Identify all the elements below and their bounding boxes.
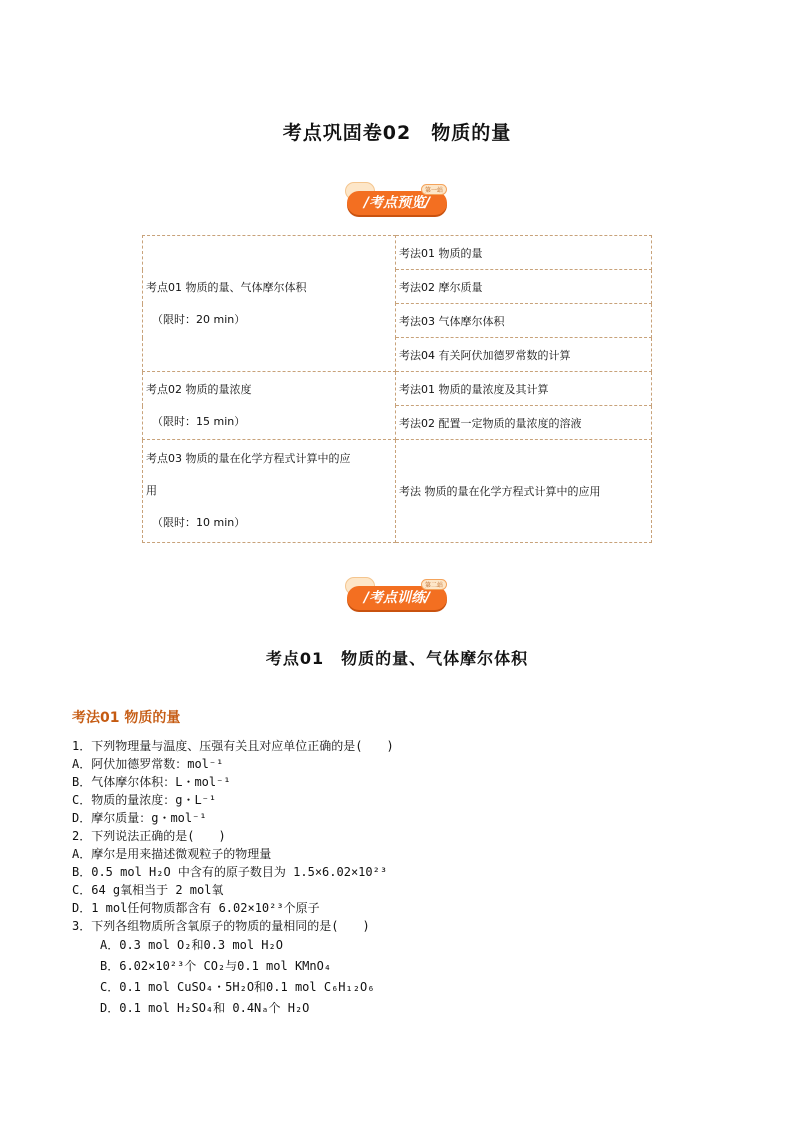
option: C．0.1 mol CuSO₄・5H₂O和0.1 mol C₆H₁₂O₆ (100, 980, 375, 994)
point-cell (143, 236, 396, 372)
training-badge (343, 577, 451, 617)
point-label: 考点02 物质的量浓度 (146, 382, 252, 396)
preview-badge-label: /考点预览/ (347, 191, 447, 215)
training-badge-tag: 第二站 (421, 579, 447, 590)
option: A．摩尔是用来描述微观粒子的物理量 (72, 847, 272, 861)
method-cell: 考法01 物质的量 (396, 236, 652, 270)
page-title: 考点巩固卷02 物质的量 (282, 122, 512, 144)
point-cell (143, 372, 396, 440)
training-badge-label: /考点训练/ (347, 586, 447, 610)
preview-badge (343, 182, 451, 222)
option: B．气体摩尔体积：L・mol⁻¹ (72, 775, 231, 789)
method-cell: 考法 物质的量在化学方程式计算中的应用 (396, 440, 652, 543)
option: B．0.5 mol H₂O 中含有的原子数目为 1.5×6.02×10²³ (72, 865, 388, 879)
time-limit: （限时：15 min） (152, 414, 246, 428)
point-label: 考点01 物质的量、气体摩尔体积 (146, 280, 307, 294)
option: C．64 g氧相当于 2 mol氧 (72, 883, 224, 897)
method-cell: 考法04 有关阿伏加德罗常数的计算 (396, 338, 652, 372)
method-cell: 考法02 配置一定物质的量浓度的溶液 (396, 406, 652, 440)
question-list (72, 737, 732, 1019)
question-stem: 3．下列各组物质所含氧原子的物质的量相同的是( ) (72, 919, 370, 933)
option: C．物质的量浓度：g・L⁻¹ (72, 793, 217, 807)
point-label-cont: 用 (146, 484, 157, 497)
option: A．阿伏加德罗常数：mol⁻¹ (72, 757, 224, 771)
option: D．0.1 mol H₂SO₄和 0.4Nₐ个 H₂O (100, 1001, 310, 1015)
time-limit: （限时：10 min） (152, 516, 246, 529)
method-title: 考法01 物质的量 (72, 710, 181, 726)
question-stem: 2．下列说法正确的是( ) (72, 829, 226, 843)
method-cell: 考法03 气体摩尔体积 (396, 304, 652, 338)
section-title: 考点01 物质的量、气体摩尔体积 (265, 649, 529, 668)
method-cell: 考法02 摩尔质量 (396, 270, 652, 304)
point-cell (143, 440, 396, 543)
option: D．摩尔质量：g・mol⁻¹ (72, 811, 207, 825)
overview-table (142, 235, 652, 543)
question-stem: 1．下列物理量与温度、压强有关且对应单位正确的是( ) (72, 739, 394, 753)
time-limit: （限时：20 min） (152, 312, 246, 326)
method-cell: 考法01 物质的量浓度及其计算 (396, 372, 652, 406)
option: A．0.3 mol O₂和0.3 mol H₂O (100, 938, 283, 952)
point-label: 考点03 物质的量在化学方程式计算中的应 (146, 452, 351, 465)
preview-badge-tag: 第一站 (421, 184, 447, 195)
option: D．1 mol任何物质都含有 6.02×10²³个原子 (72, 901, 320, 915)
option: B．6.02×10²³个 CO₂与0.1 mol KMnO₄ (100, 959, 332, 973)
